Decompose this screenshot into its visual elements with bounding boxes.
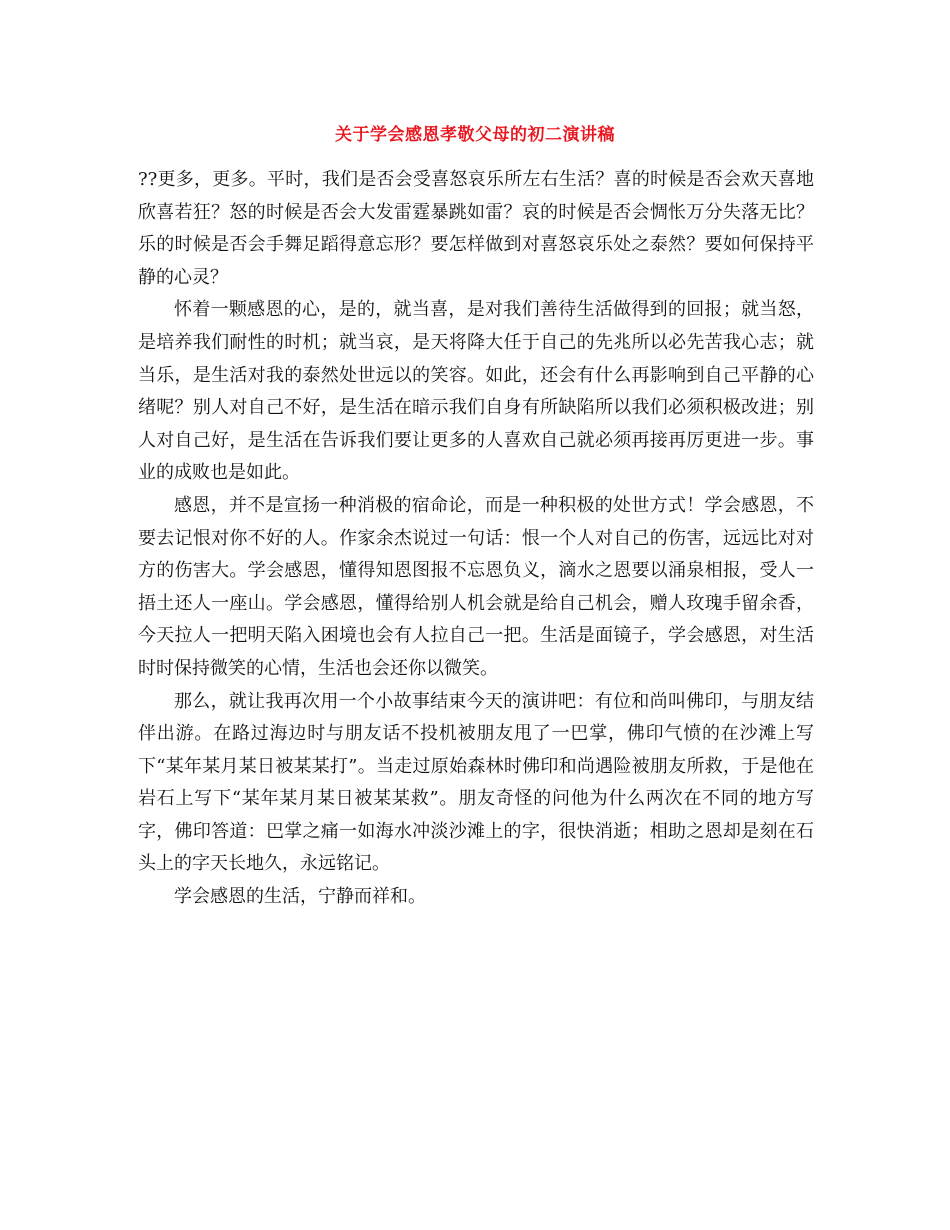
paragraph-4: 那么，就让我再次用一个小故事结束今天的演讲吧：有位和尚叫佛印，与朋友结伴出游。在路过海边时与朋友话不投机被朋友甩了一巴掌，佛印气愤的在沙滩上写下“某年某月某日被某某打”。当走过原始森林时佛印和尚遇险被朋友所救，于是他在岩石上写下“某年某月某日被某某救”。朋友奇怪的问他为什么两次在不同的地方写字，佛印答道：巴掌之痛一如海水冲淡沙滩上的字，很快消逝；相助之恩却是刻在石头上的字天长地久，永远铭记。: [138, 690, 814, 875]
paragraph-5: 学会感恩的生活，宁静而祥和。: [174, 886, 426, 908]
document-body: [138, 164, 814, 914]
paragraph-2: 怀着一颗感恩的心，是的，就当喜，是对我们善待生活做得到的回报；就当怒，是培养我们耐性的时机；就当哀，是天将降大任于自己的先兆所以必先苦我心志；就当乐，是生活对我的泰然处世远以的笑容。如此，还会有什么再影响到自己平静的心绪呢？别人对自己不好，是生活在暗示我们自身有所缺陷所以我们必须积极改进；别人对自己好，是生活在告诉我们要让更多的人喜欢自己就必须再接再厉更进一步。事业的成败也是如此。: [138, 299, 814, 484]
document-title: 关于学会感恩孝敬父母的初二演讲稿: [335, 125, 615, 145]
paragraph-1: ??更多，更多。平时，我们是否会受喜怒哀乐所左右生活？喜的时候是否会欢天喜地欣喜若狂？怒的时候是否会大发雷霆暴跳如雷？哀的时候是否会惆怅万分失落无比？乐的时候是否会手舞足蹈得意忘形？要怎样做到对喜怒哀乐处之泰然？要如何保持平静的心灵？: [138, 169, 814, 288]
paragraph-3: 感恩，并不是宣扬一种消极的宿命论，而是一种积极的处世方式！学会感恩，不要去记恨对你不好的人。作家余杰说过一句话：恨一个人对自己的伤害，远远比对对方的伤害大。学会感恩，懂得知恩图报不忘恩负义，滴水之恩要以涌泉相报，受人一捂土还人一座山。学会感恩，懂得给别人机会就是给自己机会，赠人玫瑰手留余香，今天拉人一把明天陷入困境也会有人拉自己一把。生活是面镜子，学会感恩，对生活时时保持微笑的心情，生活也会还你以微笑。: [138, 494, 814, 679]
